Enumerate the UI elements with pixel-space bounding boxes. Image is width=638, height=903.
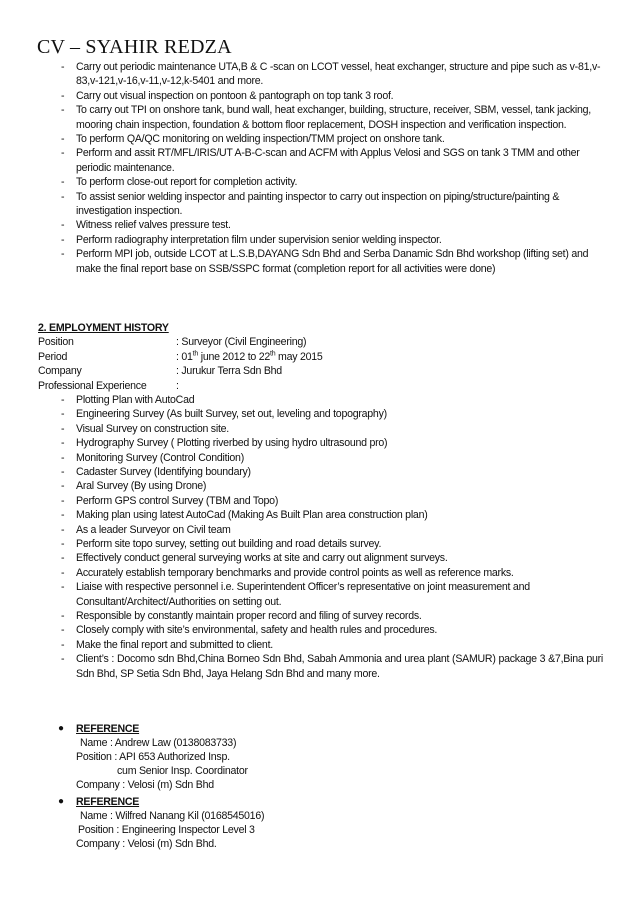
list-item: - Plotting Plan with AutoCad <box>38 393 603 407</box>
employment-section <box>38 321 603 681</box>
company-label: Company <box>38 365 82 378</box>
period-value: : 01th june 2012 to 22th may 2015 <box>176 350 323 363</box>
list-item: - Perform site topo survey, setting out building and road details survey. <box>38 537 603 551</box>
experience-list <box>38 393 603 681</box>
experience-label: Professional Experience <box>38 379 147 392</box>
company-row <box>38 364 603 378</box>
list-item: - Perform GPS control Survey (TBM and Topo) <box>38 494 603 508</box>
reference-position: Position : API 653 Authorized Insp. <box>76 751 230 763</box>
list-item: - To carry out TPI on onshore tank, bund wall, heat exchanger, building, structure, receiver, SBM, vessel, tank jacking, mooring chain inspection, foundation & bottom floor replacement, DOSH inspection and verification inspection. <box>38 103 603 132</box>
position-label: Position <box>38 336 74 349</box>
list-item: - Cadaster Survey (Identifying boundary) <box>38 465 603 479</box>
reference-company: Company : Velosi (m) Sdn Bhd. <box>76 838 217 850</box>
reference-position-cont: cum Senior Insp. Coordinator <box>117 765 248 777</box>
duties-list <box>38 60 603 276</box>
reference-heading: REFERENCE <box>76 796 140 808</box>
list-item: - Carry out visual inspection on pontoon & pantograph on top tank 3 roof. <box>38 89 603 103</box>
reference-position: Position : Engineering Inspector Level 3 <box>78 824 255 836</box>
list-item: - To assist senior welding inspector and painting inspector to carry out inspection on piping/structure/painting & investigation inspection. <box>38 190 603 219</box>
list-item: - Hydrography Survey ( Plotting riverbed by using hydro ultrasound pro) <box>38 436 603 450</box>
reference-block <box>38 795 598 855</box>
list-item: - Client’s : Docomo sdn Bhd,China Borneo Sdn Bhd, Sabah Ammonia and urea plant (SAMUR) package 3 &7,Bina puri Sdn Bhd, SP Setia Sdn Bhd, Jaya Helang Sdn Bhd and many more. <box>38 652 603 681</box>
experience-row <box>38 379 603 393</box>
reference-name: Name : Wilfred Nanang Kil (0168545016) <box>80 810 265 822</box>
list-item: - Perform radiography interpretation film under supervision senior welding inspector. <box>38 233 603 247</box>
list-item: - Liaise with respective personnel i.e. Superintendent Officer’s representative on joint measurement and Consultant/Architect/Authorities on setting out. <box>38 580 603 609</box>
position-row <box>38 335 603 349</box>
list-item: - Visual Survey on construction site. <box>38 422 603 436</box>
list-item: - Monitoring Survey (Control Condition) <box>38 451 603 465</box>
document-title: CV – SYAHIR REDZA <box>37 36 232 58</box>
bullet-icon: ● <box>58 723 64 734</box>
period-label: Period <box>38 350 68 363</box>
list-item: - To perform QA/QC monitoring on welding inspection/TMM project on onshore tank. <box>38 132 603 146</box>
duties-section <box>38 60 603 276</box>
list-item: - Perform MPI job, outside LCOT at L.S.B,DAYANG Sdn Bhd and Serba Danamic Sdn Bhd workshop (lifting set) and make the final report base on SSB/SSPC format (completion report for all activities were done) <box>38 247 603 276</box>
reference-company: Company : Velosi (m) Sdn Bhd <box>76 779 214 791</box>
reference-name: Name : Andrew Law (0138083733) <box>80 737 237 749</box>
list-item: - Perform and assit RT/MFL/IRIS/UT A-B-C-scan and ACFM with Applus Velosi and SGS on tank 3 TMM and other periodic maintenance. <box>38 146 603 175</box>
list-item: - Effectively conduct general surveying works at site and carry out alignment surveys. <box>38 551 603 565</box>
section-heading: 2. EMPLOYMENT HISTORY <box>38 322 169 334</box>
reference-heading: REFERENCE <box>76 723 140 735</box>
position-value: : Surveyor (Civil Engineering) <box>176 336 307 349</box>
list-item: - Witness relief valves pressure test. <box>38 218 603 232</box>
period-row <box>38 350 603 364</box>
list-item: - Making plan using latest AutoCad (Making As Built Plan area construction plan) <box>38 508 603 522</box>
list-item: - To perform close-out report for completion activity. <box>38 175 603 189</box>
reference-block <box>38 722 598 791</box>
list-item: - Make the final report and submitted to client. <box>38 638 603 652</box>
list-item: - Closely comply with site’s environmental, safety and health rules and procedures. <box>38 623 603 637</box>
list-item: - Carry out periodic maintenance UTA,B & C -scan on LCOT vessel, heat exchanger, structure and pipe such as v-81,v-83,v-121,v-16,v-11,v-12,k-5401 and more. <box>38 60 603 89</box>
list-item: - Engineering Survey (As built Survey, set out, leveling and topography) <box>38 407 603 421</box>
list-item: - Aral Survey (By using Drone) <box>38 479 603 493</box>
list-item: - Accurately establish temporary benchmarks and provide control points as well as reference marks. <box>38 566 603 580</box>
company-value: : Jurukur Terra Sdn Bhd <box>176 365 282 378</box>
list-item: - Responsible by constantly maintain proper record and filing of survey records. <box>38 609 603 623</box>
experience-value: : <box>176 379 179 392</box>
list-item: - As a leader Surveyor on Civil team <box>38 523 603 537</box>
bullet-icon: ● <box>58 796 64 807</box>
